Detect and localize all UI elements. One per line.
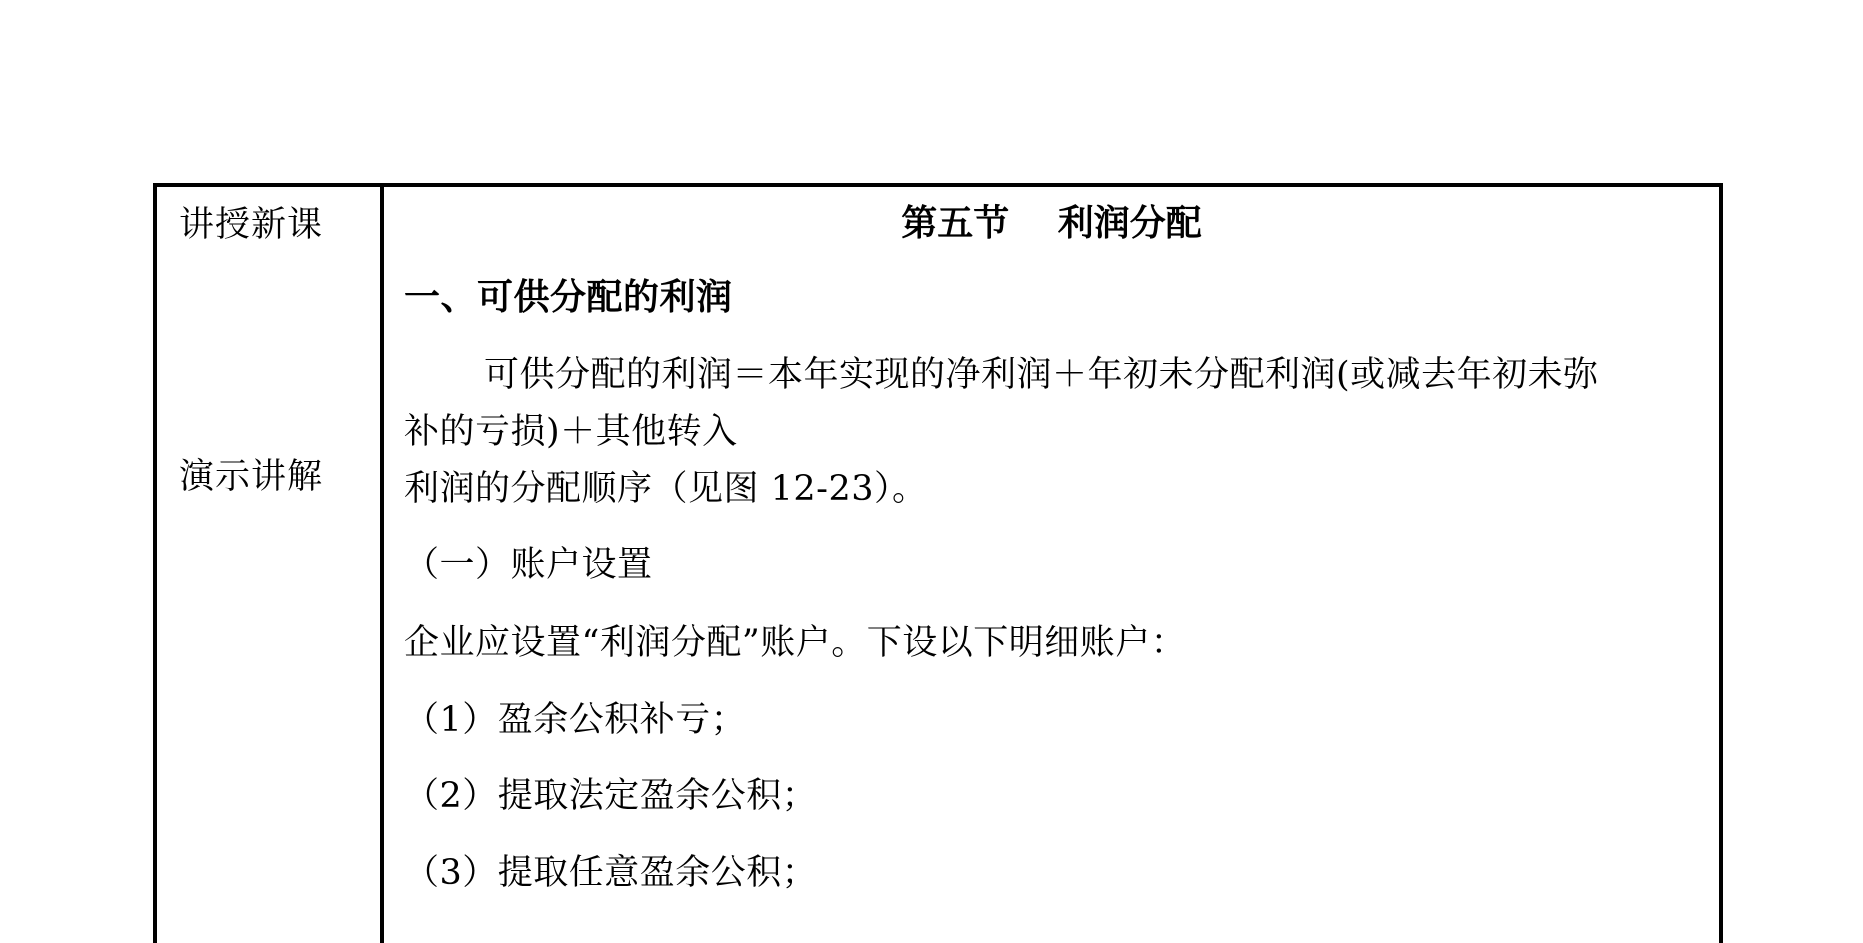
formula-line-1: 可供分配的利润＝本年实现的净利润＋年初未分配利润(或减去年初未弥 [484,355,1599,395]
lesson-plan-table [153,183,1723,943]
section-title: 第五节 利润分配 [901,203,1202,244]
list-item: （2）提取法定盈余公积； [404,776,818,816]
list-item: （1）盈余公积补亏； [404,700,747,740]
account-intro-text: 企业应设置“利润分配”账户。下设以下明细账户： [404,623,1187,663]
lesson-content-column [384,187,1719,943]
formula-line-2: 补的亏损)＋其他转入 [404,412,738,452]
distribution-order-text: 利润的分配顺序（见图 12-23）。 [404,469,928,509]
list-item: （3）提取任意盈余公积； [404,853,818,893]
subsection-heading: 一、可供分配的利润 [404,277,733,318]
label-teaching-new-lesson: 讲授新课 [179,205,324,245]
label-demonstration: 演示讲解 [179,457,324,497]
account-setup-heading: （一）账户设置 [404,545,653,585]
section-label-column [157,187,384,943]
